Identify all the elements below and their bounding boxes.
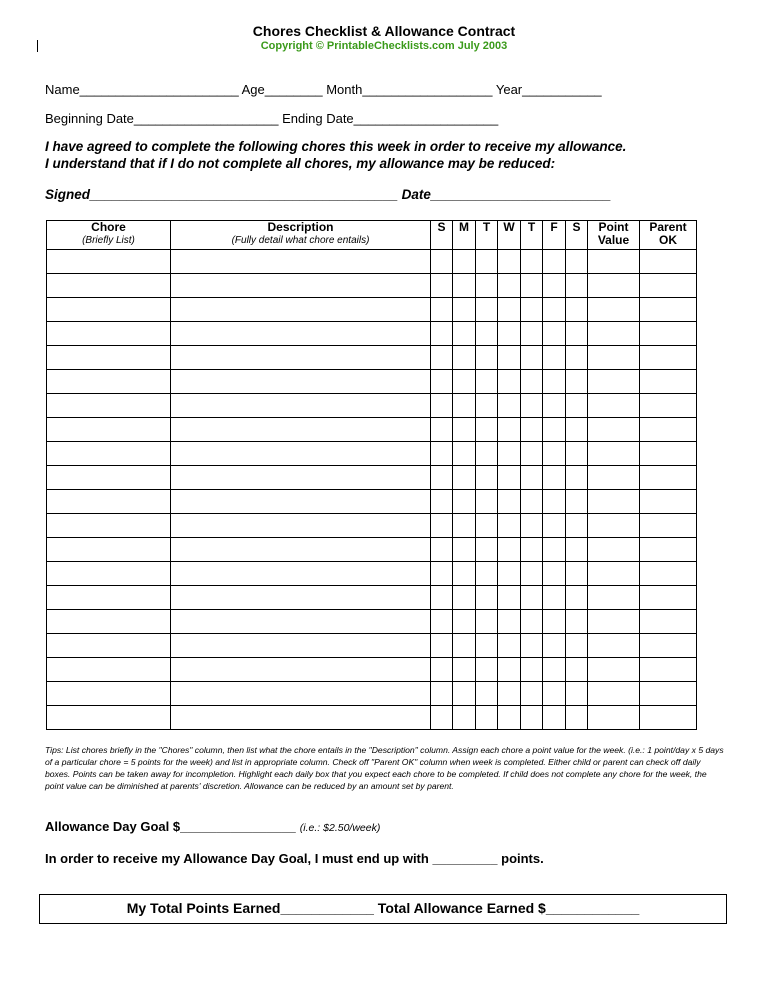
day-checkbox-cell[interactable] xyxy=(453,610,476,634)
day-checkbox-cell[interactable] xyxy=(498,538,521,562)
day-checkbox-cell[interactable] xyxy=(566,610,588,634)
table-header-row xyxy=(47,221,697,250)
day-checkbox-cell[interactable] xyxy=(431,274,453,298)
day-checkbox-cell[interactable] xyxy=(543,706,566,730)
description-cell[interactable] xyxy=(171,658,431,682)
parent-header-line-1: Parent xyxy=(649,220,687,234)
day-checkbox-cell[interactable] xyxy=(498,586,521,610)
chore-cell[interactable] xyxy=(47,250,171,274)
description-cell[interactable] xyxy=(171,490,431,514)
description-cell[interactable] xyxy=(171,538,431,562)
day-checkbox-cell[interactable] xyxy=(431,586,453,610)
parent-ok-cell[interactable] xyxy=(640,250,697,274)
chore-cell[interactable] xyxy=(47,562,171,586)
parent-ok-cell[interactable] xyxy=(640,346,697,370)
description-cell[interactable] xyxy=(171,298,431,322)
day-checkbox-cell[interactable] xyxy=(543,250,566,274)
day-checkbox-cell[interactable] xyxy=(543,370,566,394)
point-value-cell[interactable] xyxy=(588,706,640,730)
table-row xyxy=(47,418,697,442)
parent-ok-cell[interactable] xyxy=(640,706,697,730)
parent-ok-cell[interactable] xyxy=(640,610,697,634)
parent-ok-cell[interactable] xyxy=(640,370,697,394)
day-header-sunday: S xyxy=(431,221,453,250)
day-checkbox-cell[interactable] xyxy=(498,658,521,682)
day-checkbox-cell[interactable] xyxy=(453,322,476,346)
description-cell[interactable] xyxy=(171,514,431,538)
day-header-thursday: T xyxy=(521,221,543,250)
day-checkbox-cell[interactable] xyxy=(476,322,498,346)
day-checkbox-cell[interactable] xyxy=(566,538,588,562)
day-checkbox-cell[interactable] xyxy=(566,370,588,394)
day-checkbox-cell[interactable] xyxy=(453,274,476,298)
day-checkbox-cell[interactable] xyxy=(521,442,543,466)
day-checkbox-cell[interactable] xyxy=(566,250,588,274)
description-cell[interactable] xyxy=(171,346,431,370)
day-checkbox-cell[interactable] xyxy=(476,394,498,418)
chore-cell[interactable] xyxy=(47,322,171,346)
day-checkbox-cell[interactable] xyxy=(453,562,476,586)
day-checkbox-cell[interactable] xyxy=(566,442,588,466)
description-cell[interactable] xyxy=(171,562,431,586)
chore-cell[interactable] xyxy=(47,370,171,394)
agreement-line-1: I have agreed to complete the following chores this week in order to receive my allowance. xyxy=(45,139,627,154)
day-checkbox-cell[interactable] xyxy=(521,322,543,346)
day-checkbox-cell[interactable] xyxy=(476,634,498,658)
day-checkbox-cell[interactable] xyxy=(453,394,476,418)
day-checkbox-cell[interactable] xyxy=(566,706,588,730)
day-checkbox-cell[interactable] xyxy=(431,418,453,442)
dates-line[interactable]: Beginning Date____________________ Ending Date____________________ xyxy=(45,111,499,126)
table-row xyxy=(47,274,697,298)
chore-cell[interactable] xyxy=(47,346,171,370)
day-checkbox-cell[interactable] xyxy=(453,442,476,466)
day-checkbox-cell[interactable] xyxy=(543,514,566,538)
chore-column-header xyxy=(47,221,171,250)
day-checkbox-cell[interactable] xyxy=(543,610,566,634)
table-row xyxy=(47,298,697,322)
day-checkbox-cell[interactable] xyxy=(453,250,476,274)
day-checkbox-cell[interactable] xyxy=(498,514,521,538)
day-checkbox-cell[interactable] xyxy=(476,682,498,706)
chore-cell[interactable] xyxy=(47,514,171,538)
chores-table xyxy=(46,220,697,730)
day-checkbox-cell[interactable] xyxy=(566,514,588,538)
day-checkbox-cell[interactable] xyxy=(498,250,521,274)
chore-cell[interactable] xyxy=(47,418,171,442)
description-cell[interactable] xyxy=(171,370,431,394)
parent-ok-header xyxy=(640,221,697,250)
description-cell[interactable] xyxy=(171,394,431,418)
table-row xyxy=(47,250,697,274)
description-cell[interactable] xyxy=(171,322,431,346)
point-value-cell[interactable] xyxy=(588,682,640,706)
day-checkbox-cell[interactable] xyxy=(521,538,543,562)
day-checkbox-cell[interactable] xyxy=(498,490,521,514)
day-checkbox-cell[interactable] xyxy=(498,442,521,466)
day-checkbox-cell[interactable] xyxy=(476,250,498,274)
day-checkbox-cell[interactable] xyxy=(543,274,566,298)
day-checkbox-cell[interactable] xyxy=(521,274,543,298)
day-checkbox-cell[interactable] xyxy=(476,346,498,370)
day-checkbox-cell[interactable] xyxy=(498,298,521,322)
point-value-cell[interactable] xyxy=(588,538,640,562)
day-checkbox-cell[interactable] xyxy=(566,418,588,442)
table-row xyxy=(47,346,697,370)
day-checkbox-cell[interactable] xyxy=(476,466,498,490)
chore-cell[interactable] xyxy=(47,706,171,730)
description-cell[interactable] xyxy=(171,586,431,610)
table-row xyxy=(47,562,697,586)
day-checkbox-cell[interactable] xyxy=(431,250,453,274)
day-checkbox-cell[interactable] xyxy=(431,322,453,346)
day-checkbox-cell[interactable] xyxy=(543,418,566,442)
day-checkbox-cell[interactable] xyxy=(453,490,476,514)
day-checkbox-cell[interactable] xyxy=(431,346,453,370)
day-checkbox-cell[interactable] xyxy=(498,274,521,298)
parent-ok-cell[interactable] xyxy=(640,322,697,346)
chore-header-sub: (Briefly List) xyxy=(82,235,135,246)
day-checkbox-cell[interactable] xyxy=(431,538,453,562)
day-header-saturday: S xyxy=(566,221,588,250)
point-value-cell[interactable] xyxy=(588,514,640,538)
description-column-header xyxy=(171,221,431,250)
day-checkbox-cell[interactable] xyxy=(476,298,498,322)
day-checkbox-cell[interactable] xyxy=(476,274,498,298)
day-checkbox-cell[interactable] xyxy=(498,634,521,658)
day-checkbox-cell[interactable] xyxy=(498,346,521,370)
parent-ok-cell[interactable] xyxy=(640,682,697,706)
point-value-cell[interactable] xyxy=(588,466,640,490)
description-header-sub: (Fully detail what chore entails) xyxy=(231,235,370,246)
point-value-cell[interactable] xyxy=(588,274,640,298)
point-value-cell[interactable] xyxy=(588,658,640,682)
day-checkbox-cell[interactable] xyxy=(543,562,566,586)
allowance-goal-label[interactable]: Allowance Day Goal $________________ xyxy=(45,819,296,834)
description-cell[interactable] xyxy=(171,418,431,442)
table-row xyxy=(47,706,697,730)
day-checkbox-cell[interactable] xyxy=(498,370,521,394)
day-checkbox-cell[interactable] xyxy=(521,490,543,514)
day-checkbox-cell[interactable] xyxy=(543,586,566,610)
point-value-cell[interactable] xyxy=(588,250,640,274)
day-checkbox-cell[interactable] xyxy=(431,298,453,322)
day-checkbox-cell[interactable] xyxy=(453,706,476,730)
parent-ok-cell[interactable] xyxy=(640,586,697,610)
table-row xyxy=(47,634,697,658)
day-checkbox-cell[interactable] xyxy=(431,490,453,514)
day-checkbox-cell[interactable] xyxy=(498,706,521,730)
day-checkbox-cell[interactable] xyxy=(543,346,566,370)
table-row xyxy=(47,370,697,394)
parent-ok-cell[interactable] xyxy=(640,490,697,514)
day-checkbox-cell[interactable] xyxy=(476,490,498,514)
day-checkbox-cell[interactable] xyxy=(566,322,588,346)
chore-cell[interactable] xyxy=(47,586,171,610)
day-header-friday: F xyxy=(543,221,566,250)
allowance-goal-example: (i.e.: $2.50/week) xyxy=(299,822,381,834)
day-checkbox-cell[interactable] xyxy=(543,658,566,682)
day-checkbox-cell[interactable] xyxy=(543,634,566,658)
day-checkbox-cell[interactable] xyxy=(453,586,476,610)
day-checkbox-cell[interactable] xyxy=(431,466,453,490)
day-checkbox-cell[interactable] xyxy=(543,466,566,490)
day-checkbox-cell[interactable] xyxy=(566,658,588,682)
day-checkbox-cell[interactable] xyxy=(476,562,498,586)
description-cell[interactable] xyxy=(171,442,431,466)
table-row xyxy=(47,538,697,562)
day-checkbox-cell[interactable] xyxy=(521,634,543,658)
table-row xyxy=(47,442,697,466)
day-checkbox-cell[interactable] xyxy=(431,706,453,730)
day-checkbox-cell[interactable] xyxy=(476,538,498,562)
agreement-line-2: I understand that if I do not complete all chores, my allowance may be reduced: xyxy=(45,156,556,171)
description-cell[interactable] xyxy=(171,610,431,634)
chore-cell[interactable] xyxy=(47,274,171,298)
point-value-cell[interactable] xyxy=(588,346,640,370)
point-value-cell[interactable] xyxy=(588,370,640,394)
allowance-goal-line[interactable] xyxy=(45,819,380,834)
day-header-wednesday: W xyxy=(498,221,521,250)
day-checkbox-cell[interactable] xyxy=(543,394,566,418)
parent-ok-cell[interactable] xyxy=(640,634,697,658)
page-title: Chores Checklist & Allowance Contract xyxy=(252,23,516,39)
day-checkbox-cell[interactable] xyxy=(543,298,566,322)
day-checkbox-cell[interactable] xyxy=(431,682,453,706)
day-checkbox-cell[interactable] xyxy=(476,442,498,466)
day-checkbox-cell[interactable] xyxy=(476,514,498,538)
day-checkbox-cell[interactable] xyxy=(498,610,521,634)
point-value-cell[interactable] xyxy=(588,394,640,418)
point-value-cell[interactable] xyxy=(588,610,640,634)
point-header-line-1: Point xyxy=(598,220,629,234)
point-value-cell[interactable] xyxy=(588,322,640,346)
day-checkbox-cell[interactable] xyxy=(453,682,476,706)
totals-line[interactable]: My Total Points Earned____________ Total Allowance Earned $____________ xyxy=(126,900,640,916)
day-checkbox-cell[interactable] xyxy=(566,682,588,706)
point-value-cell[interactable] xyxy=(588,298,640,322)
point-value-cell[interactable] xyxy=(588,490,640,514)
chore-cell[interactable] xyxy=(47,634,171,658)
parent-ok-cell[interactable] xyxy=(640,514,697,538)
day-checkbox-cell[interactable] xyxy=(498,418,521,442)
day-checkbox-cell[interactable] xyxy=(498,682,521,706)
table-row xyxy=(47,682,697,706)
day-checkbox-cell[interactable] xyxy=(476,370,498,394)
day-checkbox-cell[interactable] xyxy=(543,682,566,706)
day-checkbox-cell[interactable] xyxy=(566,274,588,298)
day-checkbox-cell[interactable] xyxy=(498,394,521,418)
day-checkbox-cell[interactable] xyxy=(566,466,588,490)
day-checkbox-cell[interactable] xyxy=(453,514,476,538)
day-checkbox-cell[interactable] xyxy=(521,658,543,682)
day-header-monday: M xyxy=(453,221,476,250)
day-checkbox-cell[interactable] xyxy=(498,322,521,346)
chore-cell[interactable] xyxy=(47,538,171,562)
day-checkbox-cell[interactable] xyxy=(431,634,453,658)
day-checkbox-cell[interactable] xyxy=(453,538,476,562)
chore-cell[interactable] xyxy=(47,682,171,706)
text-cursor xyxy=(37,40,38,52)
parent-ok-cell[interactable] xyxy=(640,562,697,586)
point-value-cell[interactable] xyxy=(588,586,640,610)
parent-ok-cell[interactable] xyxy=(640,394,697,418)
parent-ok-cell[interactable] xyxy=(640,442,697,466)
chore-cell[interactable] xyxy=(47,394,171,418)
description-cell[interactable] xyxy=(171,274,431,298)
day-checkbox-cell[interactable] xyxy=(521,298,543,322)
day-checkbox-cell[interactable] xyxy=(453,466,476,490)
signature-line[interactable]: Signed_________________________________________ Date________________________ xyxy=(45,187,612,202)
tips-paragraph: Tips: List chores briefly in the "Chores" column, then list what the chore entails in the "Description" column. Assign each chore a point value for the week. (i.e.: 1 point/day x 5 days of a particular chore = 5 points for the week) and list in appropriate column. Check off "Parent OK" column when week is completed. Either child or parent can check off daily boxes. Points can be taken away for incompletion. Highlight each daily box that you expect each chore to be completed. If child does not complete any chore for the week, the point value can be diminished at parents' discretion. Allowance can be reduced by an amount set by parent. xyxy=(45,745,724,791)
day-checkbox-cell[interactable] xyxy=(476,706,498,730)
day-checkbox-cell[interactable] xyxy=(543,322,566,346)
totals-box xyxy=(39,894,727,924)
table-row xyxy=(47,514,697,538)
chore-cell[interactable] xyxy=(47,442,171,466)
description-header-label: Description xyxy=(267,220,334,234)
day-checkbox-cell[interactable] xyxy=(431,658,453,682)
points-required-line[interactable]: In order to receive my Allowance Day Goal, I must end up with _________ points. xyxy=(45,851,544,866)
day-checkbox-cell[interactable] xyxy=(476,586,498,610)
day-checkbox-cell[interactable] xyxy=(543,538,566,562)
day-checkbox-cell[interactable] xyxy=(431,514,453,538)
point-value-header xyxy=(588,221,640,250)
day-checkbox-cell[interactable] xyxy=(431,370,453,394)
table-row xyxy=(47,322,697,346)
table-row xyxy=(47,610,697,634)
day-checkbox-cell[interactable] xyxy=(453,298,476,322)
parent-header-line-2: OK xyxy=(659,233,677,247)
table-row xyxy=(47,658,697,682)
day-checkbox-cell[interactable] xyxy=(566,634,588,658)
description-cell[interactable] xyxy=(171,706,431,730)
day-checkbox-cell[interactable] xyxy=(431,562,453,586)
day-checkbox-cell[interactable] xyxy=(521,466,543,490)
parent-ok-cell[interactable] xyxy=(640,538,697,562)
chore-cell[interactable] xyxy=(47,466,171,490)
day-checkbox-cell[interactable] xyxy=(566,346,588,370)
day-checkbox-cell[interactable] xyxy=(498,466,521,490)
point-header-line-2: Value xyxy=(597,233,630,247)
parent-ok-cell[interactable] xyxy=(640,298,697,322)
day-checkbox-cell[interactable] xyxy=(476,418,498,442)
chore-cell[interactable] xyxy=(47,658,171,682)
day-checkbox-cell[interactable] xyxy=(566,394,588,418)
day-checkbox-cell[interactable] xyxy=(521,418,543,442)
day-checkbox-cell[interactable] xyxy=(543,442,566,466)
point-value-cell[interactable] xyxy=(588,442,640,466)
day-checkbox-cell[interactable] xyxy=(431,610,453,634)
name-age-month-year-line[interactable]: Name______________________ Age________ Month__________________ Year___________ xyxy=(45,82,602,97)
day-checkbox-cell[interactable] xyxy=(521,562,543,586)
day-checkbox-cell[interactable] xyxy=(521,250,543,274)
description-cell[interactable] xyxy=(171,682,431,706)
day-checkbox-cell[interactable] xyxy=(498,562,521,586)
day-header-tuesday: T xyxy=(476,221,498,250)
day-checkbox-cell[interactable] xyxy=(453,346,476,370)
day-checkbox-cell[interactable] xyxy=(453,370,476,394)
day-checkbox-cell[interactable] xyxy=(431,442,453,466)
table-row xyxy=(47,466,697,490)
day-checkbox-cell[interactable] xyxy=(521,394,543,418)
description-cell[interactable] xyxy=(171,634,431,658)
day-checkbox-cell[interactable] xyxy=(453,658,476,682)
description-cell[interactable] xyxy=(171,466,431,490)
chore-cell[interactable] xyxy=(47,298,171,322)
day-checkbox-cell[interactable] xyxy=(543,490,566,514)
day-checkbox-cell[interactable] xyxy=(521,682,543,706)
day-checkbox-cell[interactable] xyxy=(521,514,543,538)
chore-header-label: Chore xyxy=(91,220,126,234)
chore-cell[interactable] xyxy=(47,610,171,634)
point-value-cell[interactable] xyxy=(588,418,640,442)
parent-ok-cell[interactable] xyxy=(640,418,697,442)
table-row xyxy=(47,394,697,418)
day-checkbox-cell[interactable] xyxy=(521,346,543,370)
day-checkbox-cell[interactable] xyxy=(521,370,543,394)
day-checkbox-cell[interactable] xyxy=(453,418,476,442)
chore-cell[interactable] xyxy=(47,490,171,514)
point-value-cell[interactable] xyxy=(588,634,640,658)
parent-ok-cell[interactable] xyxy=(640,466,697,490)
day-checkbox-cell[interactable] xyxy=(521,610,543,634)
parent-ok-cell[interactable] xyxy=(640,658,697,682)
day-checkbox-cell[interactable] xyxy=(476,610,498,634)
description-cell[interactable] xyxy=(171,250,431,274)
point-value-cell[interactable] xyxy=(588,562,640,586)
day-checkbox-cell[interactable] xyxy=(521,706,543,730)
day-checkbox-cell[interactable] xyxy=(566,586,588,610)
day-checkbox-cell[interactable] xyxy=(476,658,498,682)
table-row xyxy=(47,490,697,514)
table-row xyxy=(47,586,697,610)
day-checkbox-cell[interactable] xyxy=(566,298,588,322)
day-checkbox-cell[interactable] xyxy=(431,394,453,418)
day-checkbox-cell[interactable] xyxy=(521,586,543,610)
copyright-line: Copyright © PrintableChecklists.com July 2003 xyxy=(260,40,508,52)
day-checkbox-cell[interactable] xyxy=(566,490,588,514)
day-checkbox-cell[interactable] xyxy=(453,634,476,658)
day-checkbox-cell[interactable] xyxy=(566,562,588,586)
parent-ok-cell[interactable] xyxy=(640,274,697,298)
